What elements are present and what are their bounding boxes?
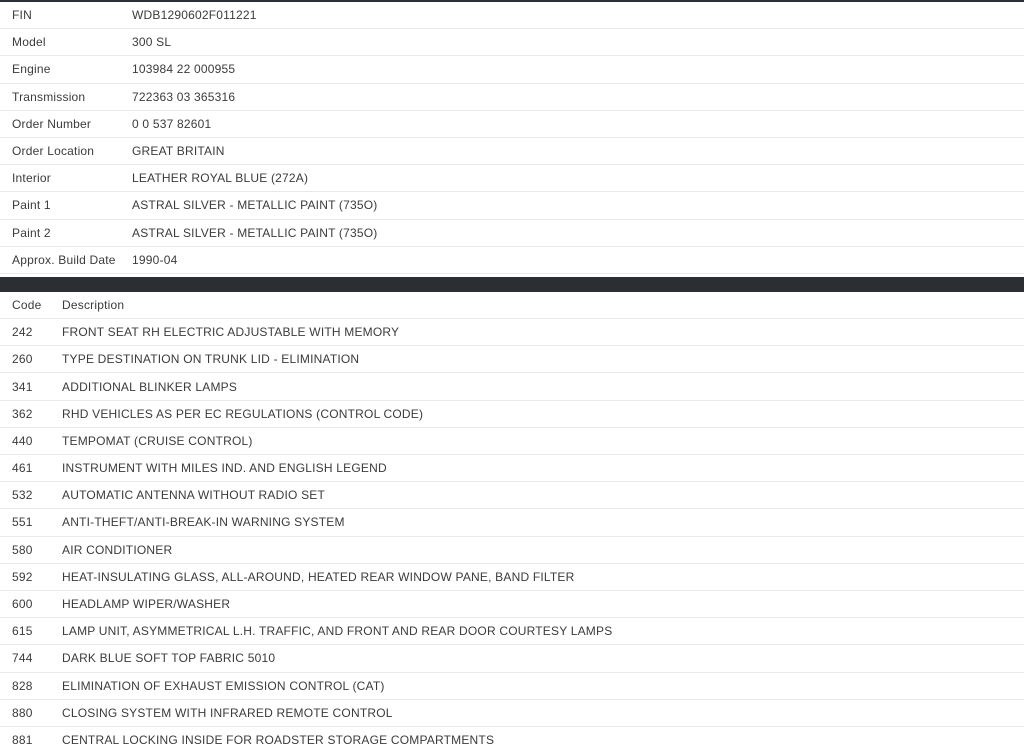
- vehicle-info-table: [0, 2, 1024, 274]
- info-label: Approx. Build Date: [12, 252, 116, 267]
- option-code: 242: [12, 325, 33, 340]
- option-code: 592: [12, 569, 33, 584]
- info-value: 0 0 537 82601: [132, 116, 212, 131]
- option-description: AUTOMATIC ANTENNA WITHOUT RADIO SET: [62, 488, 326, 503]
- option-description: DARK BLUE SOFT TOP FABRIC 5010: [62, 651, 276, 666]
- option-description: ANTI-THEFT/ANTI-BREAK-IN WARNING SYSTEM: [62, 515, 345, 530]
- option-description: HEAT-INSULATING GLASS, ALL-AROUND, HEATED REAR WINDOW PANE, BAND FILTER: [62, 569, 575, 584]
- option-row: [0, 346, 1024, 373]
- option-description: RHD VEHICLES AS PER EC REGULATIONS (CONTROL CODE): [62, 406, 424, 421]
- option-row: [0, 482, 1024, 509]
- info-value: WDB1290602F011221: [132, 8, 257, 23]
- info-row: [0, 192, 1024, 219]
- option-code: 744: [12, 651, 33, 666]
- option-description: CLOSING SYSTEM WITH INFRARED REMOTE CONTROL: [62, 705, 393, 720]
- info-label: Paint 1: [12, 198, 51, 213]
- option-row: [0, 564, 1024, 591]
- options-table-header-row: [0, 292, 1024, 319]
- option-description: FRONT SEAT RH ELECTRIC ADJUSTABLE WITH MEMORY: [62, 325, 400, 340]
- option-row: [0, 591, 1024, 618]
- option-row: [0, 700, 1024, 727]
- info-label: Paint 2: [12, 225, 51, 240]
- option-code: 828: [12, 678, 33, 693]
- info-row: [0, 111, 1024, 138]
- option-code: 600: [12, 597, 33, 612]
- option-row: [0, 673, 1024, 700]
- option-row: [0, 455, 1024, 482]
- option-description: TEMPOMAT (CRUISE CONTROL): [62, 433, 253, 448]
- option-code: 461: [12, 461, 33, 476]
- option-code: 881: [12, 732, 33, 747]
- option-row: [0, 509, 1024, 536]
- info-value: 103984 22 000955: [132, 62, 236, 77]
- option-code: 532: [12, 488, 33, 503]
- option-description: AIR CONDITIONER: [62, 542, 173, 557]
- info-row: [0, 220, 1024, 247]
- option-row: [0, 727, 1024, 752]
- info-value: ASTRAL SILVER - METALLIC PAINT (735O): [132, 198, 378, 213]
- info-value: 300 SL: [132, 35, 172, 50]
- option-description: INSTRUMENT WITH MILES IND. AND ENGLISH LEGEND: [62, 461, 387, 476]
- info-label: Engine: [12, 62, 51, 77]
- code-column-header: Code: [12, 297, 42, 312]
- info-row: [0, 56, 1024, 83]
- option-description: TYPE DESTINATION ON TRUNK LID - ELIMINATION: [62, 352, 360, 367]
- option-code: 362: [12, 406, 33, 421]
- option-code: 615: [12, 624, 33, 639]
- info-label: Order Number: [12, 116, 92, 131]
- option-description: HEADLAMP WIPER/WASHER: [62, 597, 231, 612]
- option-row: [0, 537, 1024, 564]
- info-label: Transmission: [12, 89, 86, 104]
- option-description: CENTRAL LOCKING INSIDE FOR ROADSTER STORAGE COMPARTMENTS: [62, 732, 495, 747]
- info-value: ASTRAL SILVER - METALLIC PAINT (735O): [132, 225, 378, 240]
- option-description: ADDITIONAL BLINKER LAMPS: [62, 379, 238, 394]
- info-label: FIN: [12, 8, 32, 23]
- info-value: 1990-04: [132, 252, 178, 267]
- section-divider-bar: [0, 277, 1024, 292]
- options-table: [0, 292, 1024, 752]
- info-value: LEATHER ROYAL BLUE (272A): [132, 171, 309, 186]
- info-label: Model: [12, 35, 46, 50]
- option-row: [0, 373, 1024, 400]
- option-row: [0, 401, 1024, 428]
- option-row: [0, 618, 1024, 645]
- info-label: Interior: [12, 171, 51, 186]
- info-row: [0, 29, 1024, 56]
- option-code: 551: [12, 515, 33, 530]
- option-description: LAMP UNIT, ASYMMETRICAL L.H. TRAFFIC, AND FRONT AND REAR DOOR COURTESY LAMPS: [62, 624, 613, 639]
- options-table-body: [0, 319, 1024, 752]
- option-row: [0, 319, 1024, 346]
- info-label: Order Location: [12, 144, 95, 159]
- option-row: [0, 645, 1024, 672]
- info-row: [0, 138, 1024, 165]
- option-code: 880: [12, 705, 33, 720]
- option-row: [0, 428, 1024, 455]
- info-row: [0, 2, 1024, 29]
- option-description: ELIMINATION OF EXHAUST EMISSION CONTROL (CAT): [62, 678, 385, 693]
- description-column-header: Description: [62, 297, 125, 312]
- option-code: 440: [12, 433, 33, 448]
- info-row: [0, 247, 1024, 274]
- option-code: 341: [12, 379, 33, 394]
- info-value: 722363 03 365316: [132, 89, 236, 104]
- info-row: [0, 165, 1024, 192]
- option-code: 580: [12, 542, 33, 557]
- info-value: GREAT BRITAIN: [132, 144, 225, 159]
- info-row: [0, 84, 1024, 111]
- option-code: 260: [12, 352, 33, 367]
